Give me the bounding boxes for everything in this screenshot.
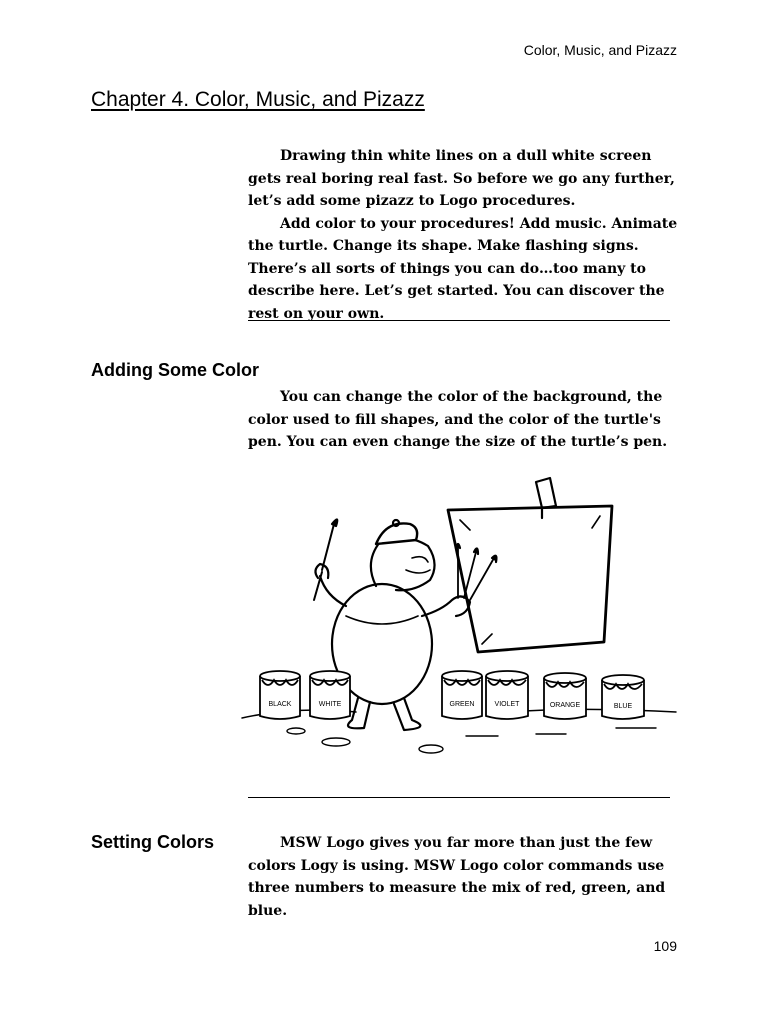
chapter-title: Chapter 4. Color, Music, and Pizazz — [91, 88, 425, 111]
paint-can-label: WHITE — [318, 701, 342, 708]
paint-can-black — [260, 671, 300, 719]
paint-can-violet — [486, 671, 528, 719]
paintbrush-left — [314, 524, 334, 600]
adding-color-section — [248, 386, 678, 454]
canvas — [448, 506, 612, 652]
divider-rule — [248, 320, 670, 321]
paint-can-blue — [602, 675, 644, 719]
section-heading-adding-color: Adding Some Color — [91, 360, 259, 380]
turtle-painter-illustration — [236, 466, 682, 766]
section-heading-setting-colors: Setting Colors — [91, 832, 215, 852]
setting-colors-section — [248, 832, 678, 922]
paint-can-orange — [544, 673, 586, 719]
running-header: Color, Music, and Pizazz — [523, 42, 677, 58]
paint-can-green — [442, 671, 482, 719]
paintbrushes-right — [458, 548, 494, 600]
page-number: 109 — [653, 938, 677, 954]
intro-paragraph-2: Add color to your procedures! Add music. Animate the turtle. Change its shape. Make flashing signs. There’s all sorts of things you can do…too many to describe here. Let’s get started. You can discover the rest on your own. — [248, 215, 678, 322]
intro-section — [248, 145, 678, 325]
intro-paragraph-1: Drawing thin white lines on a dull white screen gets real boring real fast. So before we go any further, let’s add some pizazz to Logo procedures. — [248, 148, 675, 209]
paint-can-label: ORANGE — [549, 702, 581, 709]
adding-color-paragraph: You can change the color of the background, the color used to fill shapes, and the color of the turtle's pen. You can even change the size of the turtle’s pen. — [248, 389, 668, 450]
divider-rule — [248, 797, 670, 798]
paint-can-label: BLACK — [268, 701, 292, 708]
paint-can-label: GREEN — [449, 701, 475, 708]
paint-can-label: VIOLET — [494, 701, 520, 708]
paint-can-label: BLUE — [613, 703, 633, 710]
setting-colors-paragraph: MSW Logo gives you far more than just the few colors Logy is using. MSW Logo color commands use three numbers to measure the mix of red, green, and blue. — [248, 835, 666, 919]
paint-cans — [260, 671, 644, 719]
paint-can-white — [310, 671, 350, 719]
turtle-head — [371, 520, 435, 590]
